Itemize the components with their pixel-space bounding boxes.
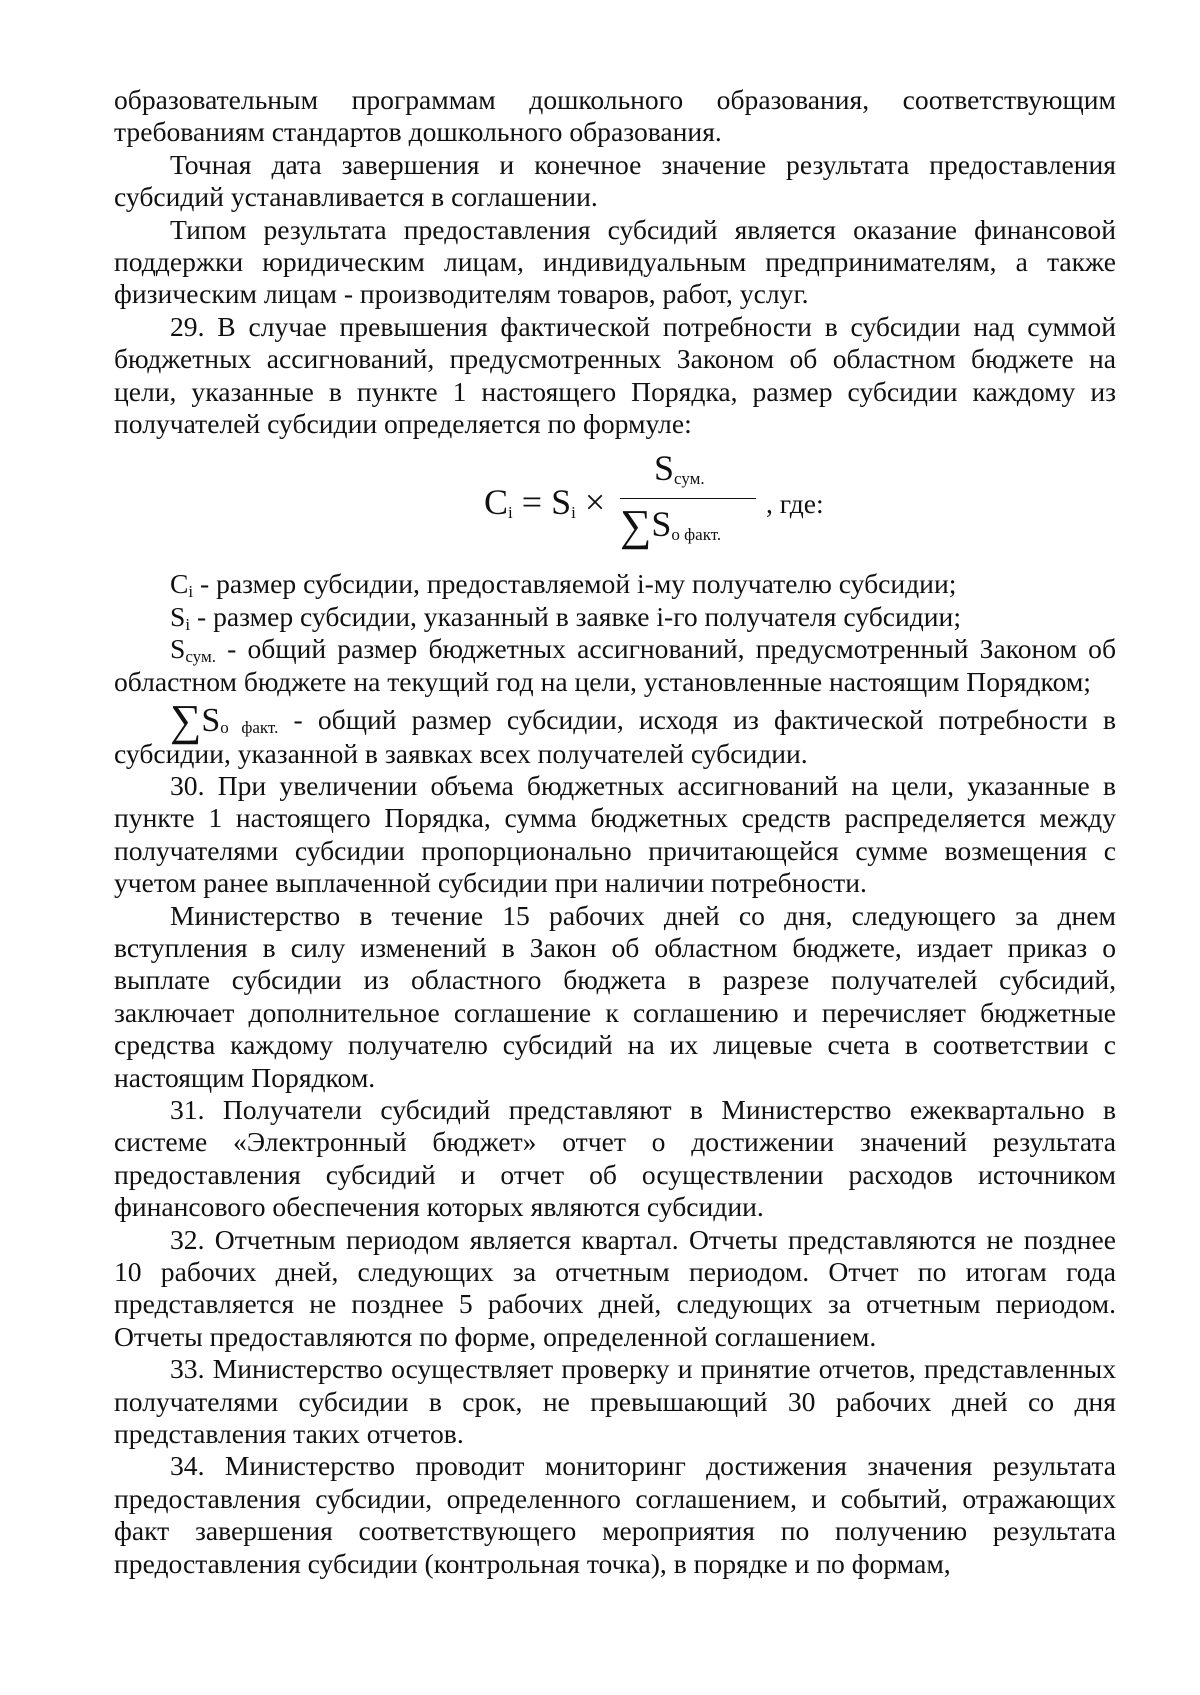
def-sfact-sub: о факт. xyxy=(220,718,279,738)
formula-lhs xyxy=(484,482,605,522)
definition-c xyxy=(114,568,1116,600)
document-page xyxy=(114,84,1116,1580)
formula-denominator xyxy=(620,501,722,551)
formula-den-s: S xyxy=(651,504,672,545)
def-c-sub: i xyxy=(188,582,194,602)
def-ssum-sub: сум. xyxy=(185,647,216,667)
paragraph-33: 33. Министерство осуществляет проверку и принятие отчетов, представленных получателями субсидии в срок, не превышающий 30 рабочих дней со дня представления таких отчетов. xyxy=(114,1353,1116,1450)
paragraph-34: 34. Министерство проводит мониторинг достижения значения результата предоставления субсидии, определенного соглашением, и событий, отражающих факт завершения соответствующего мероприятия по получению результата предоставления субсидии (контрольная точка), в порядке и по формам, xyxy=(114,1450,1116,1579)
formula-s-sub: i xyxy=(571,503,576,523)
def-c-text: - размер субсидии, предоставляемой i-му получателю субсидии; xyxy=(193,568,957,600)
def-c-symbol: C xyxy=(170,568,189,600)
def-sfact-text: - общий размер субсидии, исходя из фактической потребности в субсидии, указанной в заявках всех получателей субсидии. xyxy=(114,704,1117,769)
paragraph-intro: образовательным программам дошкольного образования, соответствующим требованиям стандартов дошкольного образования. xyxy=(114,84,1116,148)
formula-numerator xyxy=(654,448,705,488)
formula-den-sub: о факт. xyxy=(671,525,722,545)
formula-c-sub: i xyxy=(508,503,513,523)
definition-sfact xyxy=(114,696,1117,770)
paragraph-result-type: Типом результата предоставления субсидий является оказание финансовой поддержки юридическим лицам, индивидуальным предпринимателям, а также физическим лицам - производителям товаров, работ, услуг. xyxy=(114,213,1116,310)
formula-equals: = xyxy=(521,482,543,523)
def-ssum-symbol: S xyxy=(170,633,186,665)
subsidy-formula xyxy=(484,448,984,560)
paragraph-32: 32. Отчетным периодом является квартал. Отчеты представляются не позднее 10 рабочих дней, следующих за отчетным периодом. Отчет по итогам года представляется не позднее 5 рабочих дней, следующих за отчетным периодом. Отчеты предоставляются по форме, определенной соглашением. xyxy=(114,1223,1116,1352)
def-sigma-symbol: ∑ xyxy=(170,696,202,746)
def-ssum-text: - общий размер бюджетных ассигнований, предусмотренный Законом об областном бюджете на текущий год на цели, установленные настоящим Порядком; xyxy=(114,633,1116,697)
formula-block xyxy=(114,440,1116,568)
sigma-symbol: ∑ xyxy=(620,501,652,551)
paragraph-result-date: Точная дата завершения и конечное значение результата предоставления субсидий устанавливается в соглашении. xyxy=(114,148,1116,213)
def-s-symbol: S xyxy=(170,600,186,632)
fraction-bar xyxy=(620,498,756,499)
def-s-text: - размер субсидии, указанный в заявке i-го получателя субсидии; xyxy=(190,600,961,632)
formula-times: × xyxy=(584,482,606,523)
def-sfact-symbol: S xyxy=(201,702,221,740)
formula-tail: , где: xyxy=(766,488,824,520)
formula-s: S xyxy=(551,482,572,523)
def-s-sub: i xyxy=(185,614,191,634)
definition-s xyxy=(114,601,1116,633)
paragraph-29: 29. В случае превышения фактической потребности в субсидии над суммой бюджетных ассигнований, предусмотренных Законом об областном бюджете на цели, указанные в пункте 1 настоящего Порядка, размер субсидии каждому из получателей субсидии определяется по формуле: xyxy=(114,310,1116,440)
formula-c: C xyxy=(484,482,509,523)
paragraph-ministry: Министерство в течение 15 рабочих дней со дня, следующего за днем вступления в силу изменений в Закон об областном бюджете, издает приказ о выплате субсидии из областного бюджета в разрезе получателей субсидий, заключает дополнительное соглашение к соглашению и перечисляет бюджетные средства каждому получателю субсидий на их лицевые счета в соответствии с настоящим Порядком. xyxy=(114,899,1116,1093)
paragraph-31: 31. Получатели субсидий представляют в Министерство ежеквартально в системе «Электронный бюджет» отчет о достижении значений результата предоставления субсидий и отчет об осуществлении расходов источником финансового обеспечения которых являются субсидии. xyxy=(114,1093,1116,1223)
formula-num-s: S xyxy=(654,448,675,489)
paragraph-30: 30. При увеличении объема бюджетных ассигнований на цели, указанные в пункте 1 настоящего Порядка, сумма бюджетных средств распределяется между получателями субсидии пропорционально причитающейся сумме возмещения с учетом ранее выплаченной субсидии при наличии потребности. xyxy=(114,769,1116,899)
formula-num-sub: сум. xyxy=(674,469,705,489)
definition-ssum xyxy=(114,633,1116,698)
